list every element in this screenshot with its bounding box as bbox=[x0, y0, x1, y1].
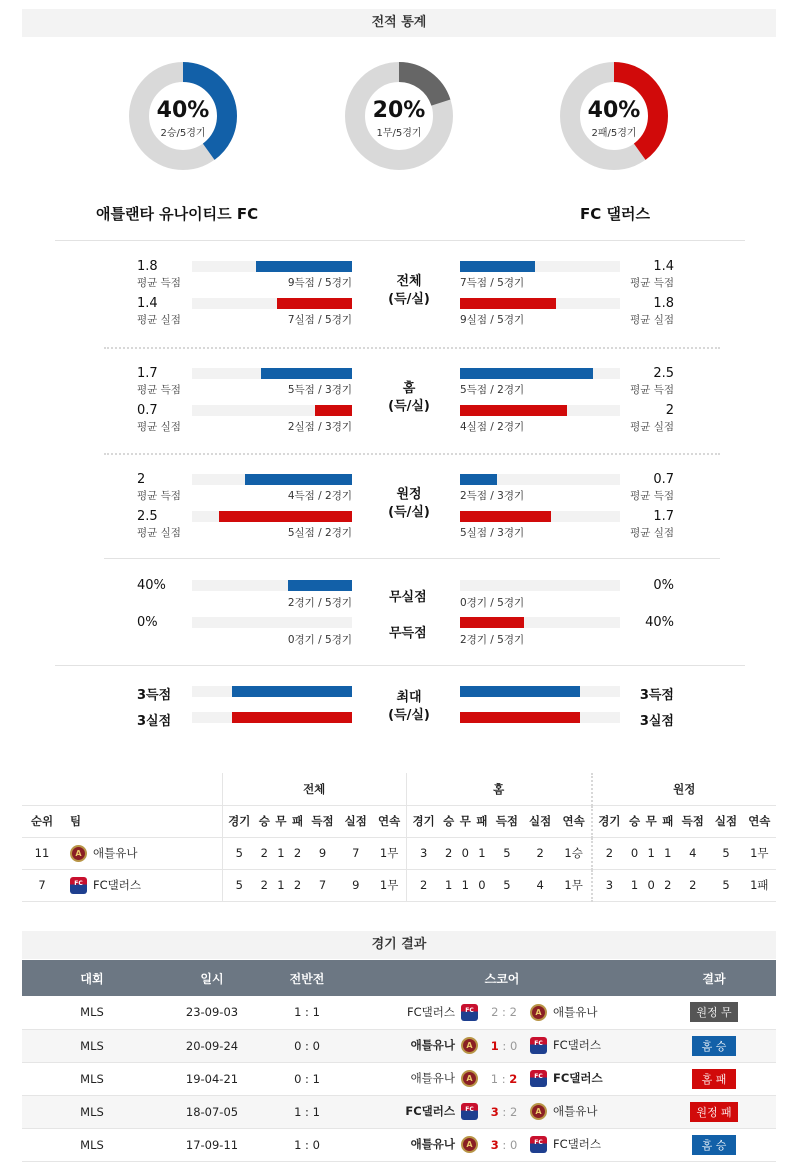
half-score: 1 : 1 bbox=[262, 1095, 352, 1128]
stat-cell: 1 bbox=[273, 837, 290, 869]
home-ga-bar bbox=[315, 405, 352, 416]
home-ns-pct: 0% bbox=[137, 615, 158, 630]
stat-cell: 5 bbox=[490, 869, 523, 901]
home-avg-gf-label: 평균 득점 bbox=[137, 277, 181, 289]
stat-cell: 0 bbox=[457, 837, 474, 869]
max-label bbox=[369, 689, 449, 725]
home-gf-count: 4득점 / 2경기 bbox=[287, 490, 352, 502]
home-gf-bar bbox=[245, 474, 352, 485]
stat-cell: 5 bbox=[709, 869, 742, 901]
away-avg-ga: 1.8 bbox=[653, 296, 674, 311]
col-7: 실점 bbox=[339, 805, 372, 837]
col-8: 연속 bbox=[557, 805, 592, 837]
away-team-name: FC 댈러스 bbox=[580, 205, 650, 223]
away-ga-bar bbox=[460, 298, 556, 309]
away-score: 2 bbox=[509, 1104, 518, 1119]
dallas-logo-icon bbox=[530, 1037, 547, 1054]
label-line: 원정 bbox=[396, 487, 422, 502]
stat-cell: 1무 bbox=[743, 837, 776, 869]
away-avg-ga-label: 평균 실점 bbox=[630, 314, 674, 326]
loss-donut bbox=[560, 62, 668, 170]
stat-cell: 5 bbox=[222, 837, 256, 869]
team-cell[interactable] bbox=[62, 869, 222, 901]
stat-cell: 4 bbox=[676, 837, 709, 869]
away-score: 2 bbox=[509, 1005, 517, 1020]
bar-track bbox=[460, 580, 620, 591]
label-line: 최대 bbox=[396, 690, 422, 705]
result-badge: 원정 무 bbox=[690, 1002, 737, 1022]
home-team[interactable] bbox=[352, 996, 482, 1029]
atlanta-logo-icon bbox=[461, 1070, 478, 1087]
away-gf-bar bbox=[460, 368, 593, 379]
label-line: (득/실) bbox=[388, 708, 430, 723]
results-section-title: 경기 결과 bbox=[22, 931, 776, 959]
score-sep: : bbox=[498, 1005, 510, 1020]
no-score-label: 무득점 bbox=[389, 626, 427, 641]
home-team[interactable] bbox=[352, 1029, 482, 1062]
stat-cell: 1 bbox=[457, 869, 474, 901]
result-badge: 원정 패 bbox=[690, 1102, 737, 1122]
away-ga-bar bbox=[460, 511, 551, 522]
group-away: 원정 bbox=[592, 773, 777, 805]
col-4: 무 bbox=[643, 805, 660, 837]
home-cs-pct: 40% bbox=[137, 578, 166, 593]
home-label bbox=[369, 380, 449, 416]
away-gf-count: 5득점 / 2경기 bbox=[460, 384, 525, 396]
label-line: (득/실) bbox=[388, 505, 430, 520]
dallas-logo-icon bbox=[530, 1070, 547, 1087]
atlanta-logo-icon bbox=[461, 1136, 478, 1153]
away-team-name: FC댈러스 bbox=[553, 1071, 603, 1085]
home-ga-bar bbox=[219, 511, 352, 522]
away-team-name: 애틀유나 bbox=[553, 1004, 598, 1019]
stat-cell: 2 bbox=[660, 869, 677, 901]
table-row bbox=[22, 1029, 776, 1062]
stat-cell: 2 bbox=[289, 837, 306, 869]
stat-cell: 1무 bbox=[372, 837, 406, 869]
score-sep: : bbox=[498, 1137, 510, 1152]
home-team[interactable] bbox=[352, 1128, 482, 1161]
home-team[interactable] bbox=[352, 1062, 482, 1095]
away-avg-gf: 2.5 bbox=[653, 366, 674, 381]
result-badge: 홈 승 bbox=[692, 1135, 736, 1155]
date: 18-07-05 bbox=[162, 1095, 262, 1128]
table-row bbox=[22, 869, 776, 901]
loss-record: 2패/5경기 bbox=[591, 128, 637, 139]
stat-cell: 2 bbox=[256, 837, 273, 869]
home-max-ga: 3실점 bbox=[137, 714, 172, 729]
result-cell bbox=[652, 996, 776, 1029]
group-all: 전체 bbox=[222, 773, 406, 805]
col-5: 패 bbox=[289, 805, 306, 837]
away-ga-bar bbox=[460, 405, 567, 416]
home-gf-bar bbox=[256, 261, 352, 272]
result-cell bbox=[652, 1062, 776, 1095]
draw-donut bbox=[345, 62, 453, 170]
atlanta-logo-icon bbox=[70, 845, 87, 862]
table-row bbox=[22, 837, 776, 869]
stat-cell: 1무 bbox=[557, 869, 592, 901]
divider bbox=[55, 665, 745, 666]
stat-cell: 7 bbox=[306, 869, 339, 901]
stat-cell: 1 bbox=[474, 837, 491, 869]
away-max-ga: 3실점 bbox=[639, 714, 674, 729]
home-score: 1 bbox=[490, 1071, 499, 1086]
stat-cell: 9 bbox=[306, 837, 339, 869]
label-line: (득/실) bbox=[388, 399, 430, 414]
team-cell[interactable] bbox=[62, 837, 222, 869]
stat-cell: 1 bbox=[643, 837, 660, 869]
date: 17-09-11 bbox=[162, 1128, 262, 1161]
date: 20-09-24 bbox=[162, 1029, 262, 1062]
score-sep: : bbox=[498, 1104, 510, 1119]
home-max-gf: 3득점 bbox=[137, 688, 172, 703]
away-avg-gf-label: 평균 득점 bbox=[630, 277, 674, 289]
dotted-divider bbox=[104, 453, 720, 455]
home-avg-ga: 1.4 bbox=[137, 296, 158, 311]
home-cs-count: 2경기 / 5경기 bbox=[287, 597, 352, 609]
stat-cell: 1무 bbox=[372, 869, 406, 901]
col-2: 경기 bbox=[222, 805, 256, 837]
stat-cell: 3 bbox=[406, 837, 440, 869]
atlanta-logo-icon bbox=[530, 1004, 547, 1021]
away-ga-count: 9실점 / 5경기 bbox=[460, 314, 525, 326]
win-pct: 40% bbox=[156, 98, 210, 123]
date: 19-04-21 bbox=[162, 1062, 262, 1095]
away-avg-gf: 0.7 bbox=[653, 472, 674, 487]
dallas-logo-icon bbox=[70, 877, 87, 894]
result-cell bbox=[652, 1128, 776, 1161]
clean-sheet-label: 무실점 bbox=[389, 590, 427, 605]
home-score: 2 bbox=[491, 1005, 499, 1020]
stat-cell: 0 bbox=[474, 869, 491, 901]
label-line: 전체 bbox=[396, 274, 422, 289]
bar-track bbox=[192, 617, 352, 628]
col-score: 스코어 bbox=[352, 960, 652, 996]
home-avg-ga-label: 평균 실점 bbox=[137, 314, 181, 326]
col-team: 팀 bbox=[62, 805, 222, 837]
stat-cell: 1 bbox=[626, 869, 643, 901]
table-row bbox=[22, 1095, 776, 1128]
stat-cell: 2 bbox=[289, 869, 306, 901]
rank: 11 bbox=[22, 837, 62, 869]
col-3: 승 bbox=[440, 805, 457, 837]
away-team-name: FC댈러스 bbox=[553, 1038, 601, 1052]
away-gf-bar bbox=[460, 474, 497, 485]
stat-cell: 3 bbox=[592, 869, 627, 901]
result-badge: 홈 패 bbox=[692, 1069, 736, 1089]
stat-cell: 9 bbox=[339, 869, 372, 901]
stat-cell: 1 bbox=[440, 869, 457, 901]
group-home: 홈 bbox=[406, 773, 591, 805]
home-score: 3 bbox=[490, 1137, 499, 1152]
score-sep: : bbox=[498, 1071, 510, 1086]
home-avg-ga: 0.7 bbox=[137, 403, 158, 418]
dallas-logo-icon bbox=[530, 1136, 547, 1153]
stat-cell: 5 bbox=[709, 837, 742, 869]
home-team-name: FC댈러스 bbox=[405, 1104, 455, 1118]
home-avg-ga: 2.5 bbox=[137, 509, 158, 524]
col-7: 실점 bbox=[709, 805, 742, 837]
home-avg-ga-label: 평균 실점 bbox=[137, 421, 181, 433]
away-gf-bar bbox=[460, 261, 535, 272]
rank: 7 bbox=[22, 869, 62, 901]
stat-cell: 4 bbox=[524, 869, 557, 901]
away-max-gf: 3득점 bbox=[639, 688, 674, 703]
away-team[interactable] bbox=[526, 1062, 652, 1095]
away-max-gf-bar bbox=[460, 686, 580, 697]
home-avg-gf: 1.8 bbox=[137, 259, 158, 274]
record-section-title: 전적 통계 bbox=[22, 9, 776, 37]
home-team-name: FC댈러스 bbox=[407, 1004, 455, 1019]
col-7: 실점 bbox=[524, 805, 557, 837]
home-avg-gf: 2 bbox=[137, 472, 146, 487]
label-line: 홈 bbox=[402, 381, 416, 396]
home-ga-count: 7실점 / 5경기 bbox=[287, 314, 352, 326]
home-ga-count: 2실점 / 3경기 bbox=[287, 421, 352, 433]
home-team-name: 애틀유나 bbox=[410, 1137, 455, 1151]
away-avg-gf-label: 평균 득점 bbox=[630, 384, 674, 396]
league: MLS bbox=[22, 1062, 162, 1095]
away-team[interactable] bbox=[526, 1029, 652, 1062]
home-team-name: 애틀랜타 유나이티드 FC bbox=[96, 205, 259, 223]
loss-pct: 40% bbox=[587, 98, 641, 123]
away-avg-gf-label: 평균 득점 bbox=[630, 490, 674, 502]
divider bbox=[104, 558, 720, 559]
col-2: 경기 bbox=[592, 805, 627, 837]
home-gf-bar bbox=[261, 368, 352, 379]
away-ns-count: 2경기 / 5경기 bbox=[460, 634, 525, 646]
away-max-ga-bar bbox=[460, 712, 580, 723]
home-avg-gf-label: 평균 득점 bbox=[137, 490, 181, 502]
result-cell bbox=[652, 1095, 776, 1128]
home-ns-count: 0경기 / 5경기 bbox=[287, 634, 352, 646]
date: 23-09-03 bbox=[162, 996, 262, 1029]
stat-cell: 0 bbox=[643, 869, 660, 901]
home-avg-gf: 1.7 bbox=[137, 366, 158, 381]
final-score bbox=[482, 1029, 526, 1062]
away-score: 2 bbox=[509, 1071, 518, 1086]
away-team[interactable] bbox=[526, 996, 652, 1029]
dallas-logo-icon bbox=[461, 1103, 478, 1120]
home-avg-ga-label: 평균 실점 bbox=[137, 527, 181, 539]
league: MLS bbox=[22, 1095, 162, 1128]
table-row bbox=[22, 1128, 776, 1161]
away-avg-ga-label: 평균 실점 bbox=[630, 421, 674, 433]
team-name: FC댈러스 bbox=[93, 877, 141, 892]
away-team[interactable] bbox=[526, 1128, 652, 1161]
score-sep: : bbox=[498, 1038, 510, 1053]
atlanta-logo-icon bbox=[530, 1103, 547, 1120]
away-avg-ga: 2 bbox=[665, 403, 674, 418]
final-score bbox=[482, 1062, 526, 1095]
home-team-name: 애틀유나 bbox=[410, 1071, 455, 1085]
col-4: 무 bbox=[273, 805, 290, 837]
win-donut bbox=[129, 62, 237, 170]
away-cs-pct: 0% bbox=[653, 578, 674, 593]
col-5: 패 bbox=[660, 805, 677, 837]
away-avg-gf: 1.4 bbox=[653, 259, 674, 274]
table-row bbox=[22, 996, 776, 1029]
home-team[interactable] bbox=[352, 1095, 482, 1128]
home-cs-bar bbox=[288, 580, 352, 591]
col-result: 결과 bbox=[652, 960, 776, 996]
away-team-name: 애틀유나 bbox=[553, 1104, 598, 1118]
stat-cell: 1승 bbox=[557, 837, 592, 869]
away-ga-count: 5실점 / 3경기 bbox=[460, 527, 525, 539]
away-ga-count: 4실점 / 2경기 bbox=[460, 421, 525, 433]
away-ns-bar bbox=[460, 617, 524, 628]
away-score: 0 bbox=[509, 1137, 518, 1152]
away-gf-count: 7득점 / 5경기 bbox=[460, 277, 525, 289]
stat-cell: 2 bbox=[592, 837, 627, 869]
col-date: 일시 bbox=[162, 960, 262, 996]
away-cs-count: 0경기 / 5경기 bbox=[460, 597, 525, 609]
atlanta-logo-icon bbox=[461, 1037, 478, 1054]
home-team-name: 애틀유나 bbox=[410, 1038, 455, 1052]
stat-cell: 2 bbox=[440, 837, 457, 869]
col-5: 패 bbox=[474, 805, 491, 837]
half-score: 1 : 0 bbox=[262, 1128, 352, 1161]
col-3: 승 bbox=[626, 805, 643, 837]
col-6: 득점 bbox=[490, 805, 523, 837]
draw-pct: 20% bbox=[372, 98, 426, 123]
table-row bbox=[22, 1062, 776, 1095]
dallas-logo-icon bbox=[461, 1004, 478, 1021]
col-3: 승 bbox=[256, 805, 273, 837]
home-avg-gf-label: 평균 득점 bbox=[137, 384, 181, 396]
standings-header bbox=[22, 805, 776, 837]
league: MLS bbox=[22, 996, 162, 1029]
home-max-ga-bar bbox=[232, 712, 352, 723]
col-8: 연속 bbox=[372, 805, 406, 837]
stat-cell: 2 bbox=[524, 837, 557, 869]
away-gf-count: 2득점 / 3경기 bbox=[460, 490, 525, 502]
league: MLS bbox=[22, 1128, 162, 1161]
home-gf-count: 5득점 / 3경기 bbox=[287, 384, 352, 396]
total-label bbox=[369, 273, 449, 309]
stat-cell: 1 bbox=[660, 837, 677, 869]
home-ga-bar bbox=[277, 298, 352, 309]
stat-cell: 5 bbox=[222, 869, 256, 901]
stat-cell: 2 bbox=[676, 869, 709, 901]
stat-cell: 7 bbox=[339, 837, 372, 869]
stat-cell: 0 bbox=[626, 837, 643, 869]
col-6: 득점 bbox=[306, 805, 339, 837]
col-8: 연속 bbox=[743, 805, 776, 837]
away-avg-ga-label: 평균 실점 bbox=[630, 527, 674, 539]
away-team-name: FC댈러스 bbox=[553, 1137, 601, 1151]
stat-cell: 1 bbox=[273, 869, 290, 901]
col-4: 무 bbox=[457, 805, 474, 837]
standings-table bbox=[22, 773, 776, 902]
col-2: 경기 bbox=[406, 805, 440, 837]
dotted-divider bbox=[104, 347, 720, 349]
label-line: (득/실) bbox=[388, 292, 430, 307]
home-score: 3 bbox=[490, 1104, 499, 1119]
half-score: 1 : 1 bbox=[262, 996, 352, 1029]
col-league: 대회 bbox=[22, 960, 162, 996]
final-score bbox=[482, 996, 526, 1029]
divider bbox=[55, 240, 745, 241]
result-badge: 홈 승 bbox=[692, 1036, 736, 1056]
stat-cell: 2 bbox=[406, 869, 440, 901]
col-6: 득점 bbox=[676, 805, 709, 837]
stat-cell: 1패 bbox=[743, 869, 776, 901]
away-avg-ga: 1.7 bbox=[653, 509, 674, 524]
stat-cell: 2 bbox=[256, 869, 273, 901]
away-label bbox=[369, 486, 449, 522]
half-score: 0 : 0 bbox=[262, 1029, 352, 1062]
col-half: 전반전 bbox=[262, 960, 352, 996]
result-cell bbox=[652, 1029, 776, 1062]
stat-cell: 5 bbox=[490, 837, 523, 869]
home-ga-count: 5실점 / 2경기 bbox=[287, 527, 352, 539]
home-gf-count: 9득점 / 5경기 bbox=[287, 277, 352, 289]
results-header bbox=[22, 960, 776, 996]
half-score: 0 : 1 bbox=[262, 1062, 352, 1095]
team-name: 애틀유나 bbox=[93, 845, 138, 860]
win-record: 2승/5경기 bbox=[160, 128, 206, 139]
away-score: 0 bbox=[509, 1038, 518, 1053]
home-max-gf-bar bbox=[232, 686, 352, 697]
league: MLS bbox=[22, 1029, 162, 1062]
draw-record: 1무/5경기 bbox=[376, 128, 422, 139]
final-score bbox=[482, 1128, 526, 1161]
away-ns-pct: 40% bbox=[645, 615, 674, 630]
results-table bbox=[22, 960, 776, 1162]
final-score bbox=[482, 1095, 526, 1128]
home-score: 1 bbox=[490, 1038, 499, 1053]
col-rank: 순위 bbox=[22, 805, 62, 837]
away-team[interactable] bbox=[526, 1095, 652, 1128]
